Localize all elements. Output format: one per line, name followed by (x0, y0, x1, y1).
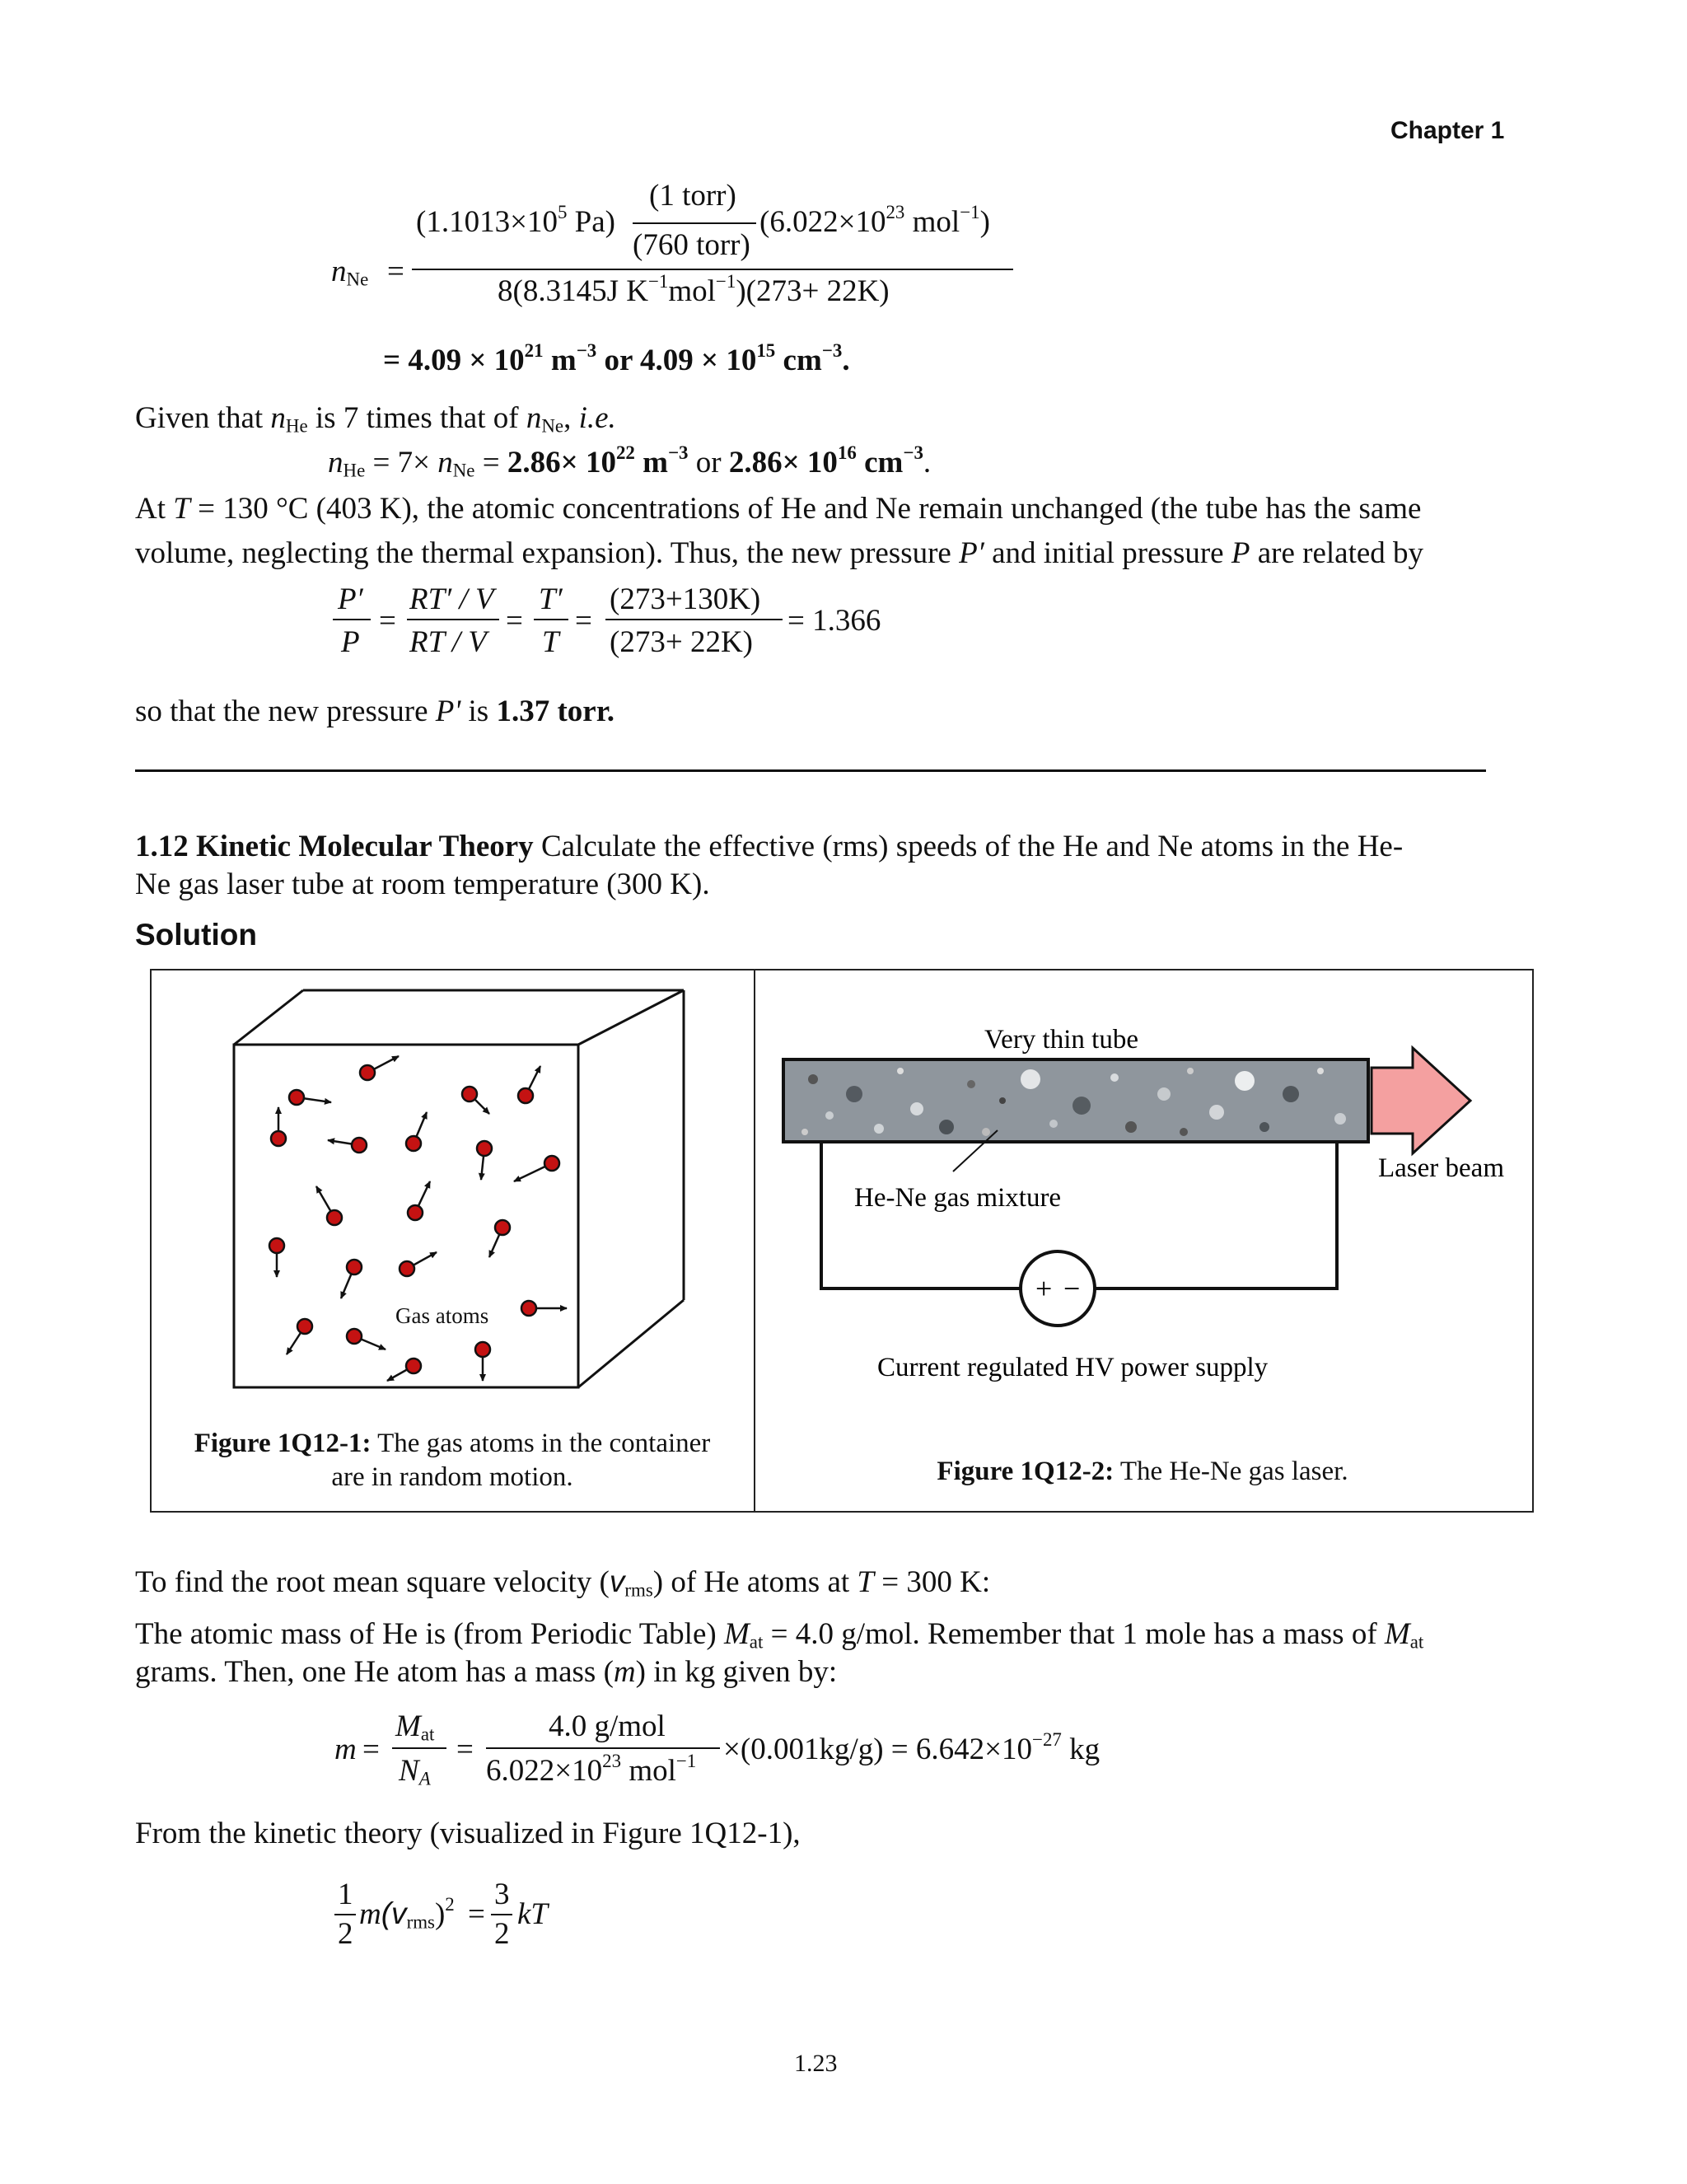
mass-f1-bar (392, 1747, 446, 1749)
atom (521, 1301, 567, 1316)
figure2-caption: Figure 1Q12-2: The He-Ne gas laser. (937, 1457, 1348, 1486)
atom (514, 1156, 559, 1181)
ratio-eq2: = (506, 604, 523, 638)
atom (408, 1181, 430, 1220)
kin-three-bar (491, 1914, 512, 1915)
ratio-eq1: = (379, 604, 396, 638)
mass-f2-den: $6.022\times 10^{23}$ mol$^{-1}$ (486, 1750, 697, 1788)
paragraph-at-t-line2: volume, neglecting the thermal expansion). Thus, the new pressure P′ and initial pressure P are related by (135, 536, 1424, 570)
figure-hene-laser (755, 970, 1530, 1432)
ratio-f2-den: RT / V (409, 625, 487, 659)
mass-rest: $\times(0.001kg/g) = 6.642\times 10^{-27}$ kg (723, 1728, 1101, 1766)
so-that-line: so that the new pressure P' is 1.37 torr. (135, 694, 615, 728)
mass-f1-den: $N_A$ (399, 1754, 431, 1789)
atom (489, 1220, 510, 1257)
solution-heading: Solution (135, 918, 257, 952)
eq-inner-denominator: (760 torr) (633, 228, 750, 262)
eq-main-fraction-bar (412, 269, 1013, 270)
kin-eq: = (468, 1897, 485, 1931)
ratio-eq3: = (575, 604, 592, 638)
eq-numerator-part1: ($1.1013\times 10^5$ Pa) (416, 201, 615, 239)
given-that-line: Given that $n_{He}$ is 7 times that of $n_{Ne}$, i.e. (135, 401, 616, 437)
problem-title: 1.12 Kinetic Molecular Theory (135, 830, 534, 863)
n-he-line: $n_{He} = 7\times n_{Ne} = 2.86\times 10^{22}$ $m^{-3}$ or $2.86\times 10^{16}$ $cm^{-3}$. (328, 442, 932, 481)
ratio-f4-den: (273+ 22K) (610, 625, 753, 659)
laser-beam-label: Laser beam (1378, 1153, 1504, 1183)
figure-gas-container (152, 970, 753, 1432)
atom (287, 1319, 312, 1354)
mass-f1-num: $M_{at}$ (395, 1709, 435, 1745)
find-vrms-line: To find the root mean square velocity $(v_{rms})$ of He atoms at T = 300 K: (135, 1564, 991, 1601)
ratio-f1-bar (333, 619, 371, 620)
atom (269, 1238, 284, 1277)
figure1-caption: Figure 1Q12-1: The gas atoms in the container are in random motion. (194, 1429, 711, 1493)
eq-inner-fraction-bar (633, 222, 756, 224)
minus-sign: − (1063, 1272, 1081, 1305)
ratio-f1-den: P (341, 625, 360, 659)
mass-f2-num: 4.0 g/mol (549, 1709, 666, 1743)
chapter-header: Chapter 1 (1390, 117, 1505, 144)
atom (400, 1252, 437, 1276)
mass-eq2: = (456, 1733, 474, 1766)
ratio-f3-num: T′ (539, 582, 563, 616)
eq-lhs: $n_{Ne}$ (331, 255, 369, 290)
eq-inner-numerator: (1 torr) (649, 179, 736, 213)
kin-half-den: 2 (338, 1917, 353, 1951)
atom (328, 1138, 367, 1153)
atom (341, 1260, 362, 1298)
mass-lhs: m (334, 1733, 357, 1766)
kin-half-bar (334, 1914, 356, 1915)
atom (271, 1107, 286, 1146)
eq-equals: = (387, 255, 404, 288)
ratio-result: = 1.366 (787, 604, 881, 638)
kin-three-num: 3 (494, 1878, 510, 1911)
problem-statement-line1: 1.12 Kinetic Molecular Theory Calculate the effective (rms) speeds of the He and Ne atoms in the He- (135, 830, 1404, 863)
atom (289, 1090, 331, 1105)
mass-eq1: = (362, 1733, 380, 1766)
kinetic-theory-line: From the kinetic theory (visualized in Figure 1Q12-1), (135, 1817, 801, 1850)
eq-numerator-part2: ($6.022\times 10^{23}$ mol$^{-1}$) (759, 201, 990, 239)
gas-mixture-label: He-Ne gas mixture (854, 1183, 1062, 1213)
atom (462, 1087, 489, 1114)
ratio-f2-num: RT′ / V (409, 582, 494, 616)
ratio-f3-bar (534, 619, 568, 620)
power-supply-label: Current regulated HV power supply (877, 1353, 1269, 1382)
ratio-f4-num: (273+130K) (610, 582, 761, 616)
tube-label: Very thin tube (984, 1025, 1138, 1055)
atom (477, 1141, 492, 1180)
problem-statement-line2: Ne gas laser tube at room temperature (300 K). (135, 868, 710, 901)
eq-denominator: 8(8.3145J $K^{-1}mol^{-1})(273+ 22K)$ (498, 270, 890, 308)
kin-three-den: 2 (494, 1917, 510, 1951)
atom (316, 1186, 342, 1225)
kin-kt: kT (517, 1897, 548, 1931)
laser-beam-arrow (1372, 1048, 1470, 1153)
kin-lhs: $m(v_{rms})^2$ (359, 1893, 455, 1933)
atom (475, 1342, 490, 1381)
ratio-f1-num: P′ (338, 582, 363, 616)
paragraph-at-t-line1: At T = 130 °C (403 K), the atomic concentrations of He and Ne remain unchanged (the tube has the same (135, 492, 1422, 526)
atom (406, 1112, 427, 1151)
gas-atoms-label: Gas atoms (395, 1303, 489, 1328)
ratio-f4-bar (605, 619, 783, 620)
mass-f2-bar (486, 1747, 720, 1749)
result-n-ne: = $4.09 \times 10^{21}$ $m^{-3}$ or $4.09 \times 10^{15}$ $cm^{-3}$. (383, 339, 850, 377)
atom (518, 1066, 540, 1103)
kin-half-num: 1 (338, 1878, 353, 1911)
atom (347, 1329, 386, 1349)
page-number: 1.23 (794, 2050, 838, 2077)
plus-sign: + (1035, 1272, 1053, 1305)
ratio-f2-bar (407, 619, 499, 620)
atom (387, 1359, 421, 1381)
atomic-mass-line2: grams. Then, one He atom has a mass (m) in kg given by: (135, 1655, 838, 1689)
power-supply-symbol (1021, 1251, 1095, 1326)
gas-atoms (269, 1056, 567, 1381)
atom (360, 1056, 399, 1080)
atomic-mass-line1: The atomic mass of He is (from Periodic Table) $M_{at} = 4.0$ g/mol. Remember that 1 mole has a mass of $M_{at}$ (135, 1617, 1424, 1653)
ratio-f3-den: T (542, 625, 559, 659)
section-divider (135, 769, 1486, 772)
